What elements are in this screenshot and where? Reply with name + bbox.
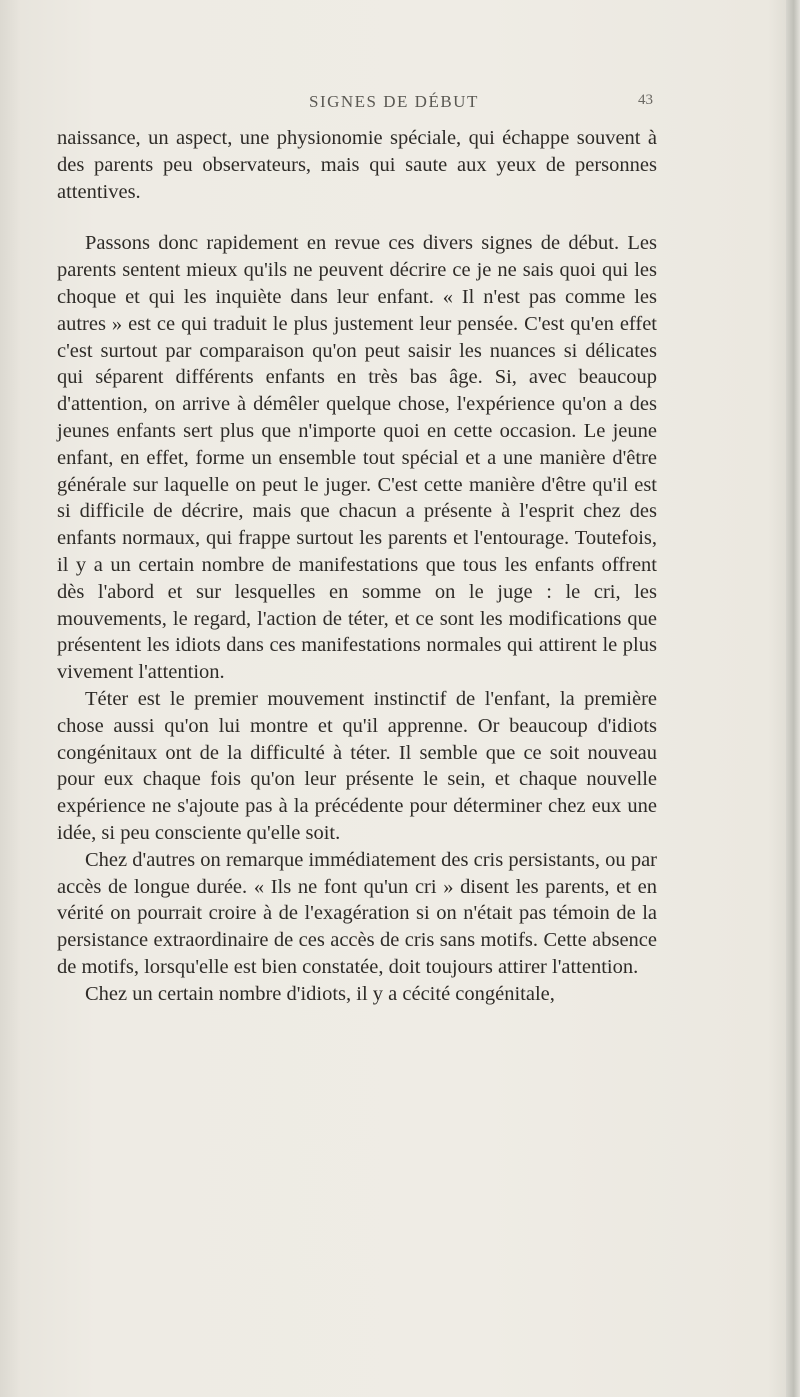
page-header — [0, 92, 800, 122]
paragraph: Passons donc rapidement en revue ces divers signes de début. Les parents sentent mieux qu'ils ne peuvent décrire ce je ne sais quoi qui les choque et qui les inquiète dans leur enfant. « Il n'est pas comme les autres » est ce qui traduit le plus justement leur pensée. C'est qu'en effet c'est surtout par comparaison qu'on peut saisir les nuances si délicates qui séparent différents enfants en très bas âge. Si, avec beaucoup d'attention, on arrive à démêler quelque chose, l'expérience qu'on a des jeunes enfants sert plus que n'importe quoi en cette occasion. Le jeune enfant, en effet, forme un ensemble tout spécial et a une manière d'être générale sur laquelle on peut le juger. C'est cette manière d'être qu'il est si difficile de décrire, mais que chacun a présente à l'esprit chez des enfants normaux, qui frappe surtout les parents et l'entourage. Toutefois, il y a un certain nombre de manifestations que tous les enfants offrent dès l'abord et sur lesquelles en somme on le juge : le cri, les mouvements, le regard, l'action de téter, et ce sont les modifications que présentent les idiots dans ces manifestations normales qui attirent le plus vivement l'attention. — [57, 232, 657, 684]
paragraph-continuation: naissance, un aspect, une physionomie spéciale, qui échappe souvent à des parents peu observateurs, mais qui saute aux yeux de personnes attentives. — [57, 127, 657, 203]
paragraph: Chez un certain nombre d'idiots, il y a cécité congénitale, — [85, 982, 555, 1005]
body-text — [57, 125, 657, 1008]
paragraph: Chez d'autres on remarque immédiatement des cris persistants, ou par accès de longue durée. « Ils ne font qu'un cri » disent les parents, et en vérité on pourrait croire à de l'exagération si on n'était pas témoin de la persistance extraordinaire de ces accès de cris sans motifs. Cette absence de motifs, lorsqu'elle est bien constatée, doit toujours attirer l'attention. — [57, 848, 657, 978]
running-head: SIGNES DE DÉBUT — [309, 92, 479, 111]
page-number: 43 — [638, 92, 653, 108]
paragraph: Téter est le premier mouvement instinctif de l'enfant, la première chose aussi qu'on lui montre et qu'il apprenne. Or beaucoup d'idiots congénitaux ont de la difficulté à téter. Il semble que ce soit nouveau pour eux chaque fois qu'on leur présente le sein, et chaque nouvelle expérience ne s'ajoute pas à la précédente pour déterminer chez eux une idée, si peu consciente qu'elle soit. — [57, 687, 657, 844]
page-gutter-shadow — [0, 0, 20, 1397]
page-edge — [786, 0, 800, 1397]
